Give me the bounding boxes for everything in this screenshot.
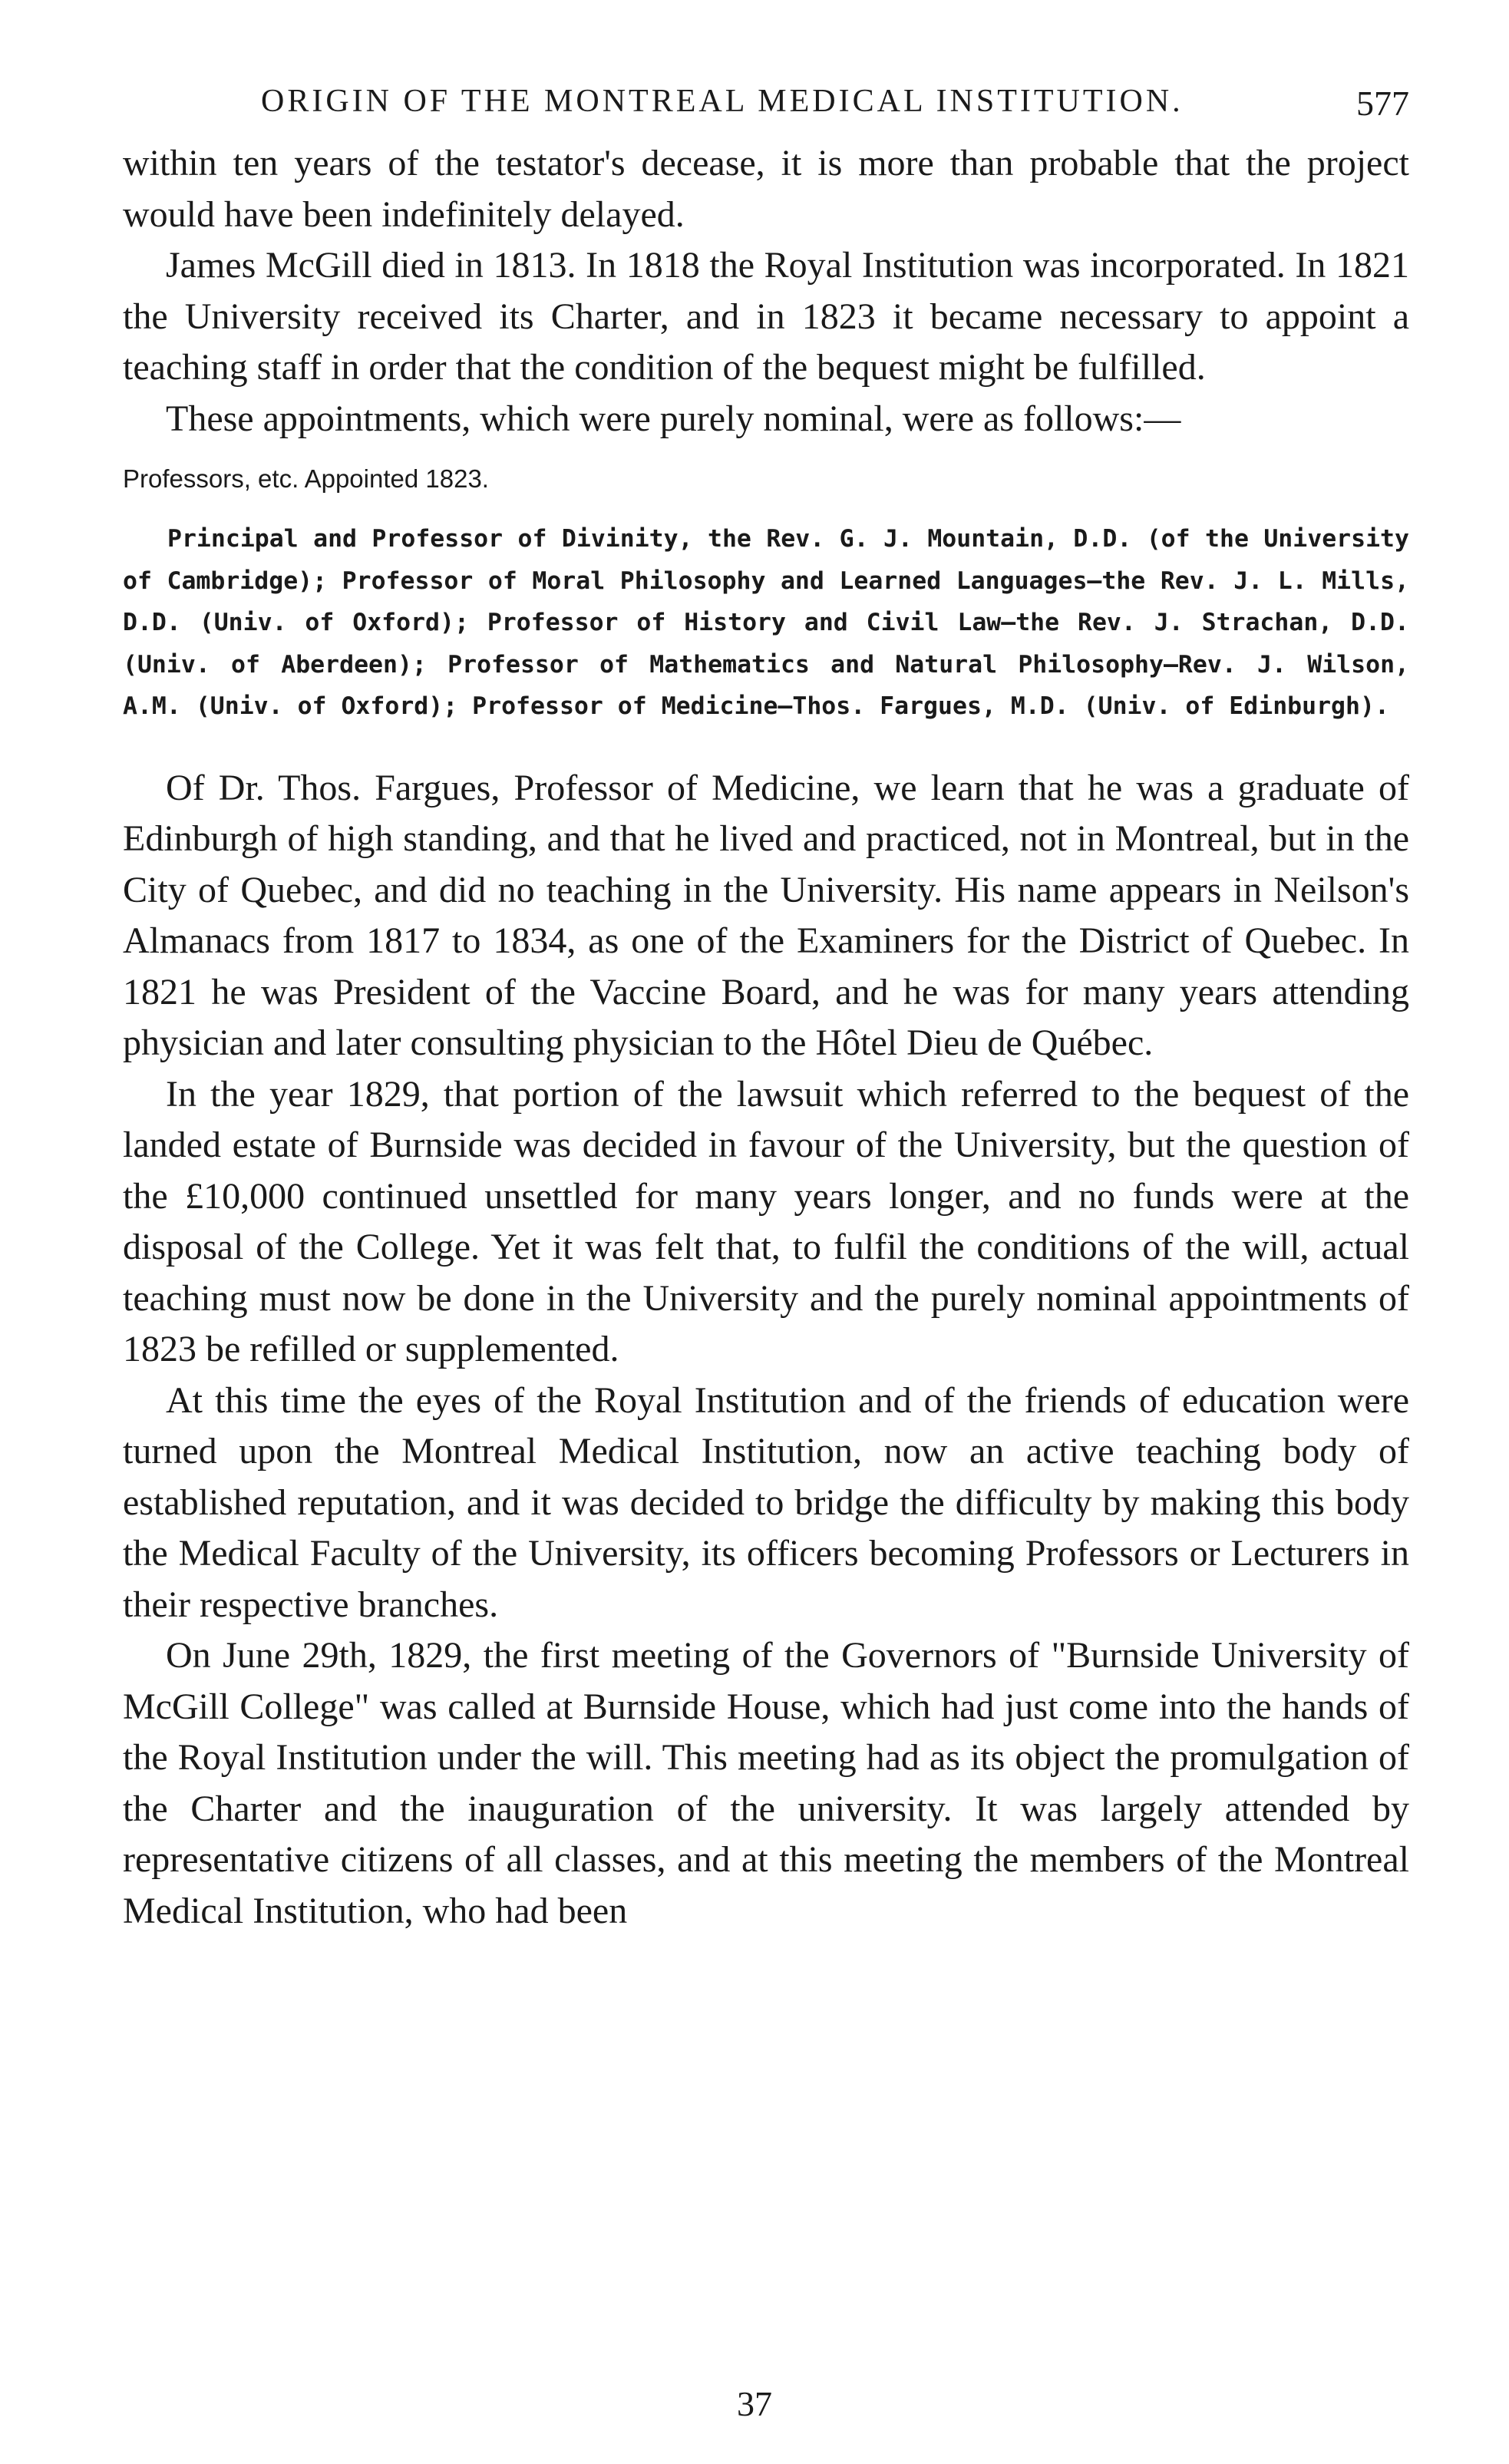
running-title: ORIGIN OF THE MONTREAL MEDICAL INSTITUTION. <box>261 84 1184 119</box>
appointments-list <box>123 518 1409 728</box>
signature-mark: 37 <box>737 2384 772 2423</box>
appointments-heading: Professors, etc. Appointed 1823. <box>123 464 489 493</box>
running-head <box>123 83 1409 138</box>
appointments-text: Principal and Professor of Divinity, the Rev. G. J. Mountain, D.D. (of the University of Cambridge); Professor of Moral Philosophy and Learned Languages—the Rev. J. L. Mills, D.D. (Univ. of Oxford); Professor of History and Civil Law—the Rev. J. Strachan, D.D. (Univ. of Aberdeen); Professor of Mathematics and Natural Philosophy—Rev. J. Wilson, A.M. (Univ. of Oxford); Professor of Medicine—Thos. Fargues, M.D. (Univ. of Edinburgh). <box>123 525 1409 720</box>
page-number: 577 <box>1356 84 1409 123</box>
paragraph-first-meeting: On June 29th, 1829, the first meeting of the Governors of "Burnside University of McGill College" was called at Burnside House, which had just come into the hands of the Royal Institution under the will. This meeting had as its object the promulgation of the Charter and the inauguration of the university. It was largely attended by representative citizens of all classes, and at this meeting the members of the Montreal Medical Institution, who had been <box>123 1635 1409 1931</box>
paragraph-royal-institution: At this time the eyes of the Royal Institution and of the friends of education were turned upon the Montreal Medical Institution, now an active teaching body of established reputation, and it was decided to bridge the difficulty by making this body the Medical Faculty of the University, its officers becoming Professors or Lecturers in their respective branches. <box>123 1379 1409 1625</box>
paragraph-lawsuit: In the year 1829, that portion of the lawsuit which referred to the bequest of the landed estate of Burnside was decided in favour of the University, but the question of the £10,000 continued unsettled for many years longer, and no funds were at the disposal of the College. Yet it was felt that, to fulfil the conditions of the will, actual teaching must now be done in the University and the purely nominal appointments of 1823 be refilled or supplemented. <box>123 1073 1409 1369</box>
body-text-continued <box>123 763 1409 1937</box>
paragraph-mcgill-death: James McGill died in 1813. In 1818 the Royal Institution was incorporated. In 1821 the University received its Charter, and in 1823 it became necessary to appoint a teaching staff in order that the condition of the bequest might be fulfilled. <box>123 245 1409 388</box>
body-text <box>123 138 1409 444</box>
paragraph-continuation: within ten years of the testator's decease, it is more than probable that the project would have been indefinitely delayed. <box>123 143 1409 235</box>
paragraph-fargues: Of Dr. Thos. Fargues, Professor of Medicine, we learn that he was a graduate of Edinburgh of high standing, and that he lived and practiced, not in Montreal, but in the City of Quebec, and did no teaching in the University. His name appears in Neilson's Almanacs from 1817 to 1834, as one of the Examiners for the District of Quebec. In 1821 he was President of the Vaccine Board, and he was for many years attending physician and later consulting physician to the Hôtel Dieu de Québec. <box>123 767 1409 1063</box>
paragraph-appointments-intro: These appointments, which were purely nominal, were as follows:— <box>166 398 1181 439</box>
